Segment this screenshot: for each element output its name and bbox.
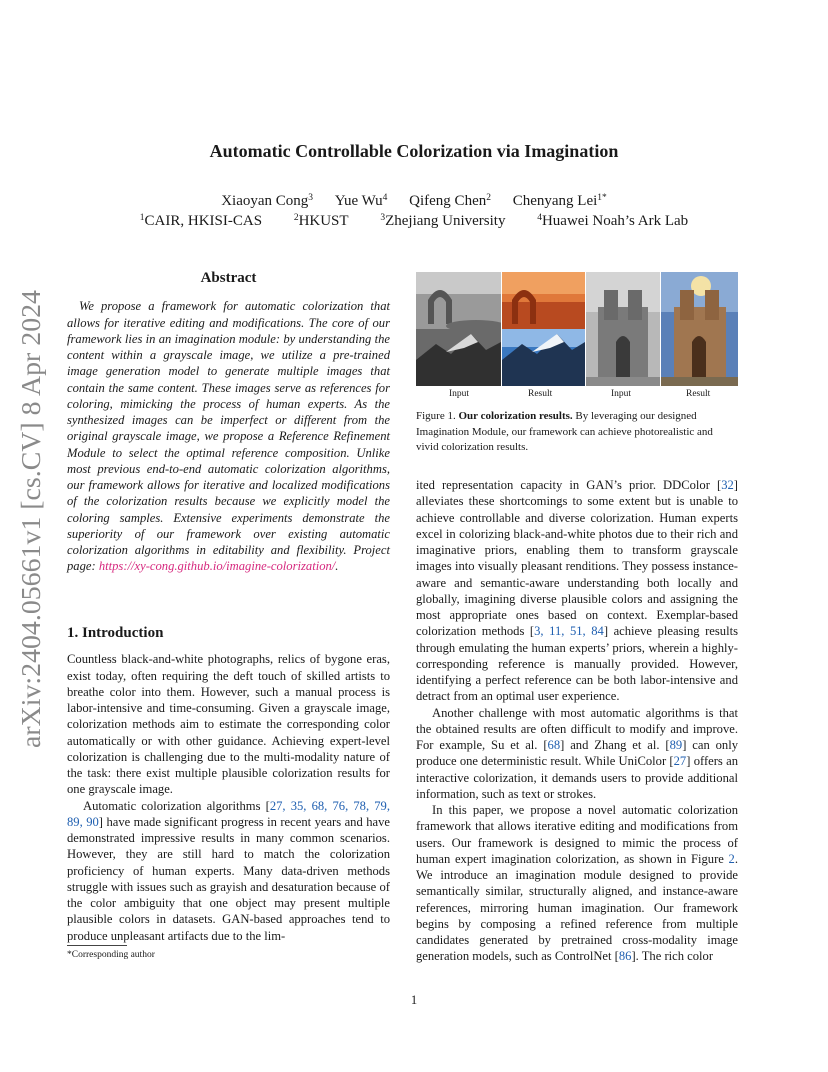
intro-paragraph-1: Countless black-and-white photographs, relics of bygone eras, exist today, often requiring the deft touch of skilled artists to breathe color into them. However, such a manual process is labor-intensive and time-consuming. Given a grayscale image, colorization methods aim to estimate the corresponding color automatically or with other guidance. Achieving expert-level colorization is challenging due to the multi-modality nature of the task: there exist multiple plausible colorization results for one grayscale image.	[67, 652, 390, 797]
result-desert-image	[502, 272, 585, 386]
citation-link[interactable]: 27	[673, 754, 687, 769]
figure-label: Input	[449, 389, 470, 399]
paragraph: In this paper, we propose a novel automatic colorization framework that allows iterative editing and modifications from users. Our framework is designed to mimic the process of human expert imagination colorization, as shown in Figure 2. We introduce an imagination module designed to provide semantically similar, structurally aligned, and instance-aware references, mirroring human imagination. Our framework begins by composing a refined reference from multiple candidates generated by pretrained cross-modality image generation models, such as ControlNet [86]. The rich color	[416, 803, 738, 964]
intro-heading: 1. Introduction	[67, 625, 164, 641]
figure-label: Result	[686, 389, 711, 399]
affiliation: $^4$Huawei Noah’s Ark Lab	[537, 213, 689, 229]
affiliation: $^3$Zhejiang University	[380, 213, 506, 229]
input-church-image	[586, 272, 660, 386]
paper-title: Automatic Controllable Colorization via Imagination	[209, 141, 619, 161]
abstract-heading: Abstract	[200, 270, 257, 286]
figure-reference-link[interactable]: 2	[728, 851, 735, 866]
author: Chenyang Lei$^{1*}$	[512, 193, 607, 209]
intro-section	[67, 625, 390, 944]
citation-link[interactable]: 32	[721, 478, 734, 492]
citation-link[interactable]: 86	[618, 949, 632, 964]
arxiv-stamp-text: arXiv:2404.05661v1 [cs.CV] 8 Apr 2024	[16, 304, 46, 748]
citation-link[interactable]: 3, 11, 51, 84	[534, 624, 604, 639]
citation-link[interactable]: 89	[669, 738, 683, 752]
citation-link[interactable]: 27, 35, 68, 76, 78, 79, 89, 90	[67, 798, 390, 829]
affiliation-list	[0, 213, 828, 230]
figure-label: Input	[611, 389, 632, 399]
author-list	[0, 193, 828, 210]
right-column-text	[416, 477, 738, 965]
footnote-rule	[67, 945, 127, 946]
project-page-link[interactable]: https://xy-cong.github.io/imagine-colorization/	[98, 559, 336, 574]
affiliation: $^1$CAIR, HKISI-CAS	[139, 213, 263, 229]
figure-1-caption: Figure 1. Our colorization results. By leveraging our designed Imagination Module, our framework can achieve photorealistic and vivid colorization results.	[416, 410, 713, 453]
affiliation: $^2$HKUST	[293, 213, 349, 229]
intro-paragraph-2: Automatic colorization algorithms [27, 35, 68, 76, 78, 79, 89, 90] have made significant progress in recent years and have demonstrated impressive results in many common scenarios. However, they are still hard to match the colorization proficiency of human experts. Many data-driven methods struggle with issues such as grayish and desaturation because of the color ambiguity that one object may present multiple plausible colors in datasets. GAN-based approaches tend to produce unpleasant artifacts due to the lim-	[67, 798, 390, 943]
result-church-image	[661, 272, 738, 386]
page-number: 1	[410, 993, 418, 1007]
author: Yue Wu$^4$	[334, 193, 388, 209]
abstract-section	[67, 270, 390, 575]
figure-1-images	[416, 272, 738, 386]
paragraph: Another challenge with most automatic algorithms is that the obtained results are often difficult to modify and improve. For example, Su et al. [68] and Zhang et al. [89] can only produce one deterministic result. While UniColor [27] offers an interactive colorization, it demands users to provide additional information, such as text or strokes.	[416, 705, 739, 801]
author: Qifeng Chen$^2$	[409, 193, 491, 209]
abstract-text: We propose a framework for automatic colorization that allows for iterative editing and modifications. The core of our framework lies in an imagination module: by understanding the content within a grayscale image, we utilize a pre-trained image generation model to generate multiple images that contain the same content. These images serve as references for coloring, mimicking the process of human experts. As the synthesized images can be imperfect or different from the original grayscale image, we propose a Reference Refinement Module to select the optimal reference composition. Unlike most previous end-to-end automatic colorization algorithms, our framework allows for iterative and localized modifications of the colorization results because we explicitly model the coloring samples. Extensive experiments demonstrate the superiority of our framework over existing automatic colorization algorithms in editability and flexibility. Project page: https://xy-cong.github.io/imagine-colorization/.	[67, 299, 390, 574]
author: Xiaoyan Cong$^3$	[221, 193, 314, 209]
citation-link[interactable]: 68	[547, 738, 561, 752]
input-desert-image	[416, 272, 501, 386]
figure-label: Result	[528, 389, 553, 399]
footnote: *Corresponding author	[67, 950, 155, 960]
figure-labels	[416, 389, 738, 403]
arxiv-stamp	[10, 288, 48, 748]
paragraph: ited representation capacity in GAN’s prior. DDColor [32] alleviates these shortcomings to some extent but is unable to achieve controllable and diverse colorization. Human experts excel in colorizing black-and-white photos due to their rich and imaginative priors, enabling them to transform grayscale images into visually pleasant renditions. They possess instance-aware and semantic-aware understanding both locally and globally, imagining diverse plausible colors and assigning the most appropriate ones based on context. Exemplar-based colorization methods [3, 11, 51, 84] achieve pleasing results through emulating the human experts’ priors, wherein a highly-corresponding reference is manually provided. However, identifying a perfect reference can be both labor-intensive and detract from an optimal user experience.	[416, 478, 738, 704]
